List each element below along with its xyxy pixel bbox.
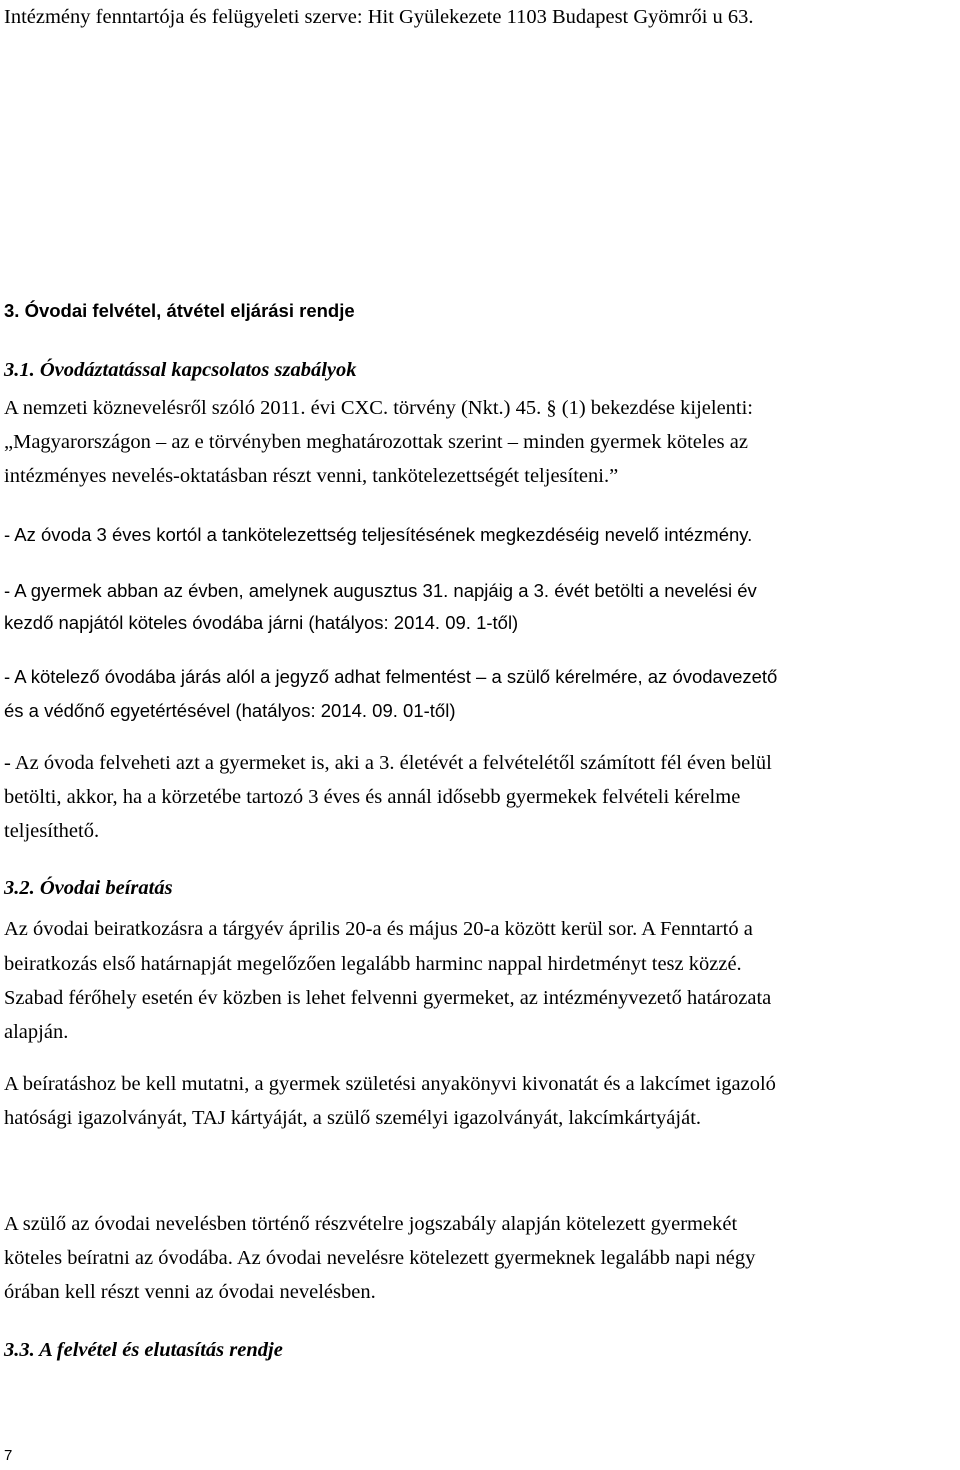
law-intro-line-1: A nemzeti köznevelésről szóló 2011. évi CXC. törvény (Nkt.) 45. § (1) bekezdése kijelenti: — [4, 397, 754, 419]
obligation-para-line-2: köteles beíratni az óvodába. Az óvodai nevelésre kötelezett gyermeknek legalább napi négy — [4, 1247, 756, 1269]
bullet-4-line-1: - Az óvoda felveheti azt a gyermeket is, aki a 3. életévét a felvételétől számított fél éven belül — [4, 752, 772, 774]
enrollment-para-line-3: Szabad férőhely esetén év közben is lehet felvenni gyermeket, az intézményvezető határozata — [4, 987, 772, 1009]
bullet-4-line-2: betölti, akkor, ha a körzetébe tartozó 3 éves és annál idősebb gyermekek felvételi kérelme — [4, 786, 741, 808]
bullet-1: - Az óvoda 3 éves kortól a tankötelezettség teljesítésének megkezdéséig nevelő intézmény. — [4, 524, 753, 545]
section-3-1-heading: 3.1. Óvodáztatással kapcsolatos szabályok — [4, 359, 357, 381]
law-intro-line-2: „Magyarországon – az e törvényben meghatározottak szerint – minden gyermek köteles az — [4, 431, 748, 453]
bullet-3-line-2: és a védőnő egyetértésével (hatályos: 2014. 09. 01-től) — [4, 700, 456, 721]
obligation-para-line-3: órában kell részt venni az óvodai nevelésben. — [4, 1281, 376, 1303]
enrollment-para-line-1: Az óvodai beiratkozásra a tárgyév április 20-a és május 20-a között kerül sor. A Fenntartó a — [4, 918, 753, 940]
law-intro-line-3: intézményes nevelés-oktatásban részt venni, tankötelezettségét teljesíteni.” — [4, 465, 619, 487]
section-3-2-heading: 3.2. Óvodai beíratás — [4, 877, 173, 899]
page-number: 7 — [4, 1447, 13, 1464]
bullet-2-line-1: - A gyermek abban az évben, amelynek augusztus 31. napjáig a 3. évét betölti a nevelési év — [4, 580, 757, 601]
documents-para-line-2: hatósági igazolványát, TAJ kártyáját, a szülő személyi igazolványát, lakcímkártyáját. — [4, 1107, 702, 1129]
section-3-heading: 3. Óvodai felvétel, átvétel eljárási rendje — [4, 300, 355, 321]
bullet-3-line-1: - A kötelező óvodába járás alól a jegyző adhat felmentést – a szülő kérelmére, az óvodavezető — [4, 666, 778, 687]
enrollment-para-line-4: alapján. — [4, 1021, 69, 1043]
header-text: Intézmény fenntartója és felügyeleti szerve: Hit Gyülekezete 1103 Budapest Gyömrői u 63. — [4, 6, 754, 28]
documents-para-line-1: A beíratáshoz be kell mutatni, a gyermek születési anyakönyvi kivonatát és a lakcímet igazoló — [4, 1073, 776, 1095]
section-3-3-heading: 3.3. A felvétel és elutasítás rendje — [4, 1339, 283, 1361]
obligation-para-line-1: A szülő az óvodai nevelésben történő részvételre jogszabály alapján kötelezett gyermekét — [4, 1213, 738, 1235]
enrollment-para-line-2: beiratkozás első határnapját megelőzően legalább harminc nappal hirdetményt tesz közzé. — [4, 953, 742, 975]
bullet-4-line-3: teljesíthető. — [4, 820, 100, 842]
bullet-2-line-2: kezdő napjától köteles óvodába járni (hatályos: 2014. 09. 1-től) — [4, 612, 519, 633]
